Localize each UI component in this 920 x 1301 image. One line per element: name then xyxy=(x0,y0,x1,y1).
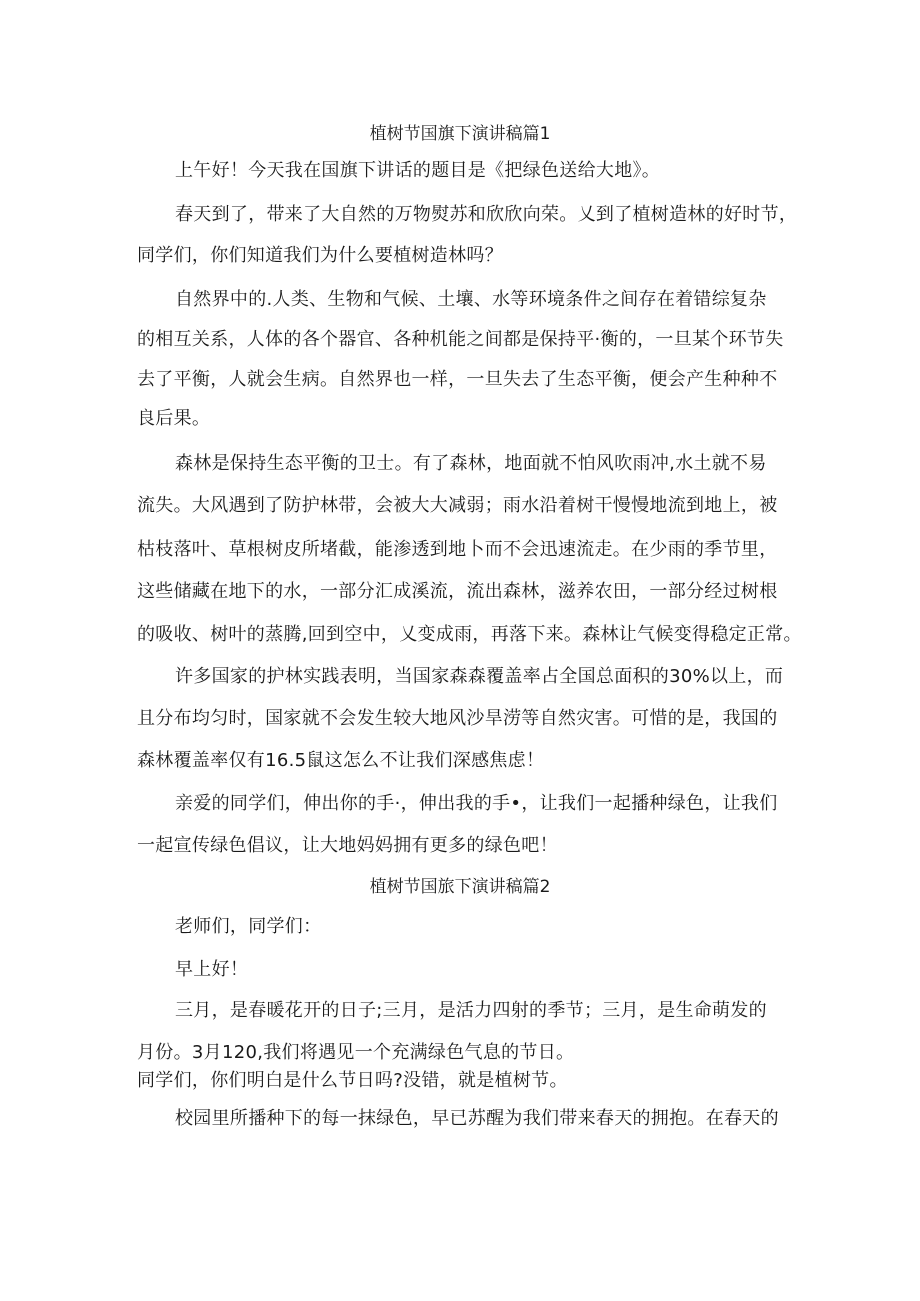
paragraph-line: 月份。3月120,我们将遇见一个充满绿色气息的节日。 xyxy=(137,1042,575,1063)
paragraph-line: 的吸收、树叶的蒸腾,回到空中，乂变成雨，再落下来。森林让气候变得稳定正常。 xyxy=(137,624,802,645)
paragraph-line: 一起宣传绿色倡议，让大地妈妈拥有更多的绿色吧！ xyxy=(137,835,558,856)
paragraph-line: 同学们，你们知道我们为什么要植树造林吗？ xyxy=(137,245,503,266)
paragraph-line: 流失。大风遇到了防护林带，会被大大减弱；雨水沿着树干慢慢地流到地上，被 xyxy=(137,495,778,516)
paragraph-line: 的相互关系，人体的各个器官、各种机能之间都是保持平·衡的，一旦某个环节失 xyxy=(137,329,784,350)
section-1-title: 植树节国旗下演讲稿篇1 xyxy=(369,124,551,144)
paragraph-line: 上午好！今天我在国旗下讲话的题目是《把绿色送给大地》。 xyxy=(175,160,661,181)
paragraph-line: 春天到了，带来了大自然的万物熨苏和欣欣向荣。乂到了植树造林的好时节， xyxy=(175,204,798,225)
paragraph-line: 良后果。 xyxy=(137,408,211,429)
paragraph-line: 早上好！ xyxy=(175,959,249,980)
paragraph-line: 校园里所播种下的每一抹绿色，早已苏醒为我们带来春天的拥抱。在春天的 xyxy=(175,1108,779,1129)
paragraph-line: 森林是保持生态平衡的卫士。有了森林，地面就不怕风吹雨冲,水土就不易 xyxy=(175,453,767,474)
section-2-title: 植树节国旅下演讲稿篇2 xyxy=(369,877,551,897)
paragraph-line: 枯枝落叶、草根树皮所堵截，能渗透到地卜而不会迅速流走。在少雨的季节里， xyxy=(137,539,778,560)
paragraph-line: 老师们，同学们： xyxy=(175,916,322,937)
paragraph-line: 去了平衡，人就会生病。自然界也一样，一旦失去了生态平衡，便会产生种种不 xyxy=(137,369,778,390)
paragraph-line: 森林覆盖率仅有16.5鼠这怎么不让我们深感焦虑！ xyxy=(137,750,545,771)
paragraph-line: 同学们，你们明白是什么节日吗?没错，就是植树节。 xyxy=(137,1070,568,1091)
paragraph-line: 且分布均匀时，国家就不会发生较大地风沙旱涝等自然灾害。可惜的是，我国的 xyxy=(137,708,778,729)
paragraph-line: 自然界中的.人类、生物和气候、土壤、水等环境条件之间存在着错综复杂 xyxy=(175,289,767,310)
paragraph-line: 许多国家的护林实践表明，当国家森森覆盖率占全国总面积的30%以上，而 xyxy=(175,666,784,687)
paragraph-line: 亲爱的同学们，伸出你的手·，伸出我的手•，让我们一起播种绿色，让我们 xyxy=(175,793,778,814)
paragraph-line: 三月，是春暖花开的日子;三月，是活力四射的季节；三月，是生命萌发的 xyxy=(175,1000,767,1021)
paragraph-line: 这些储藏在地下的水，一部分汇成溪流，流出森林，滋养农田，一部分经过树根 xyxy=(137,581,778,602)
